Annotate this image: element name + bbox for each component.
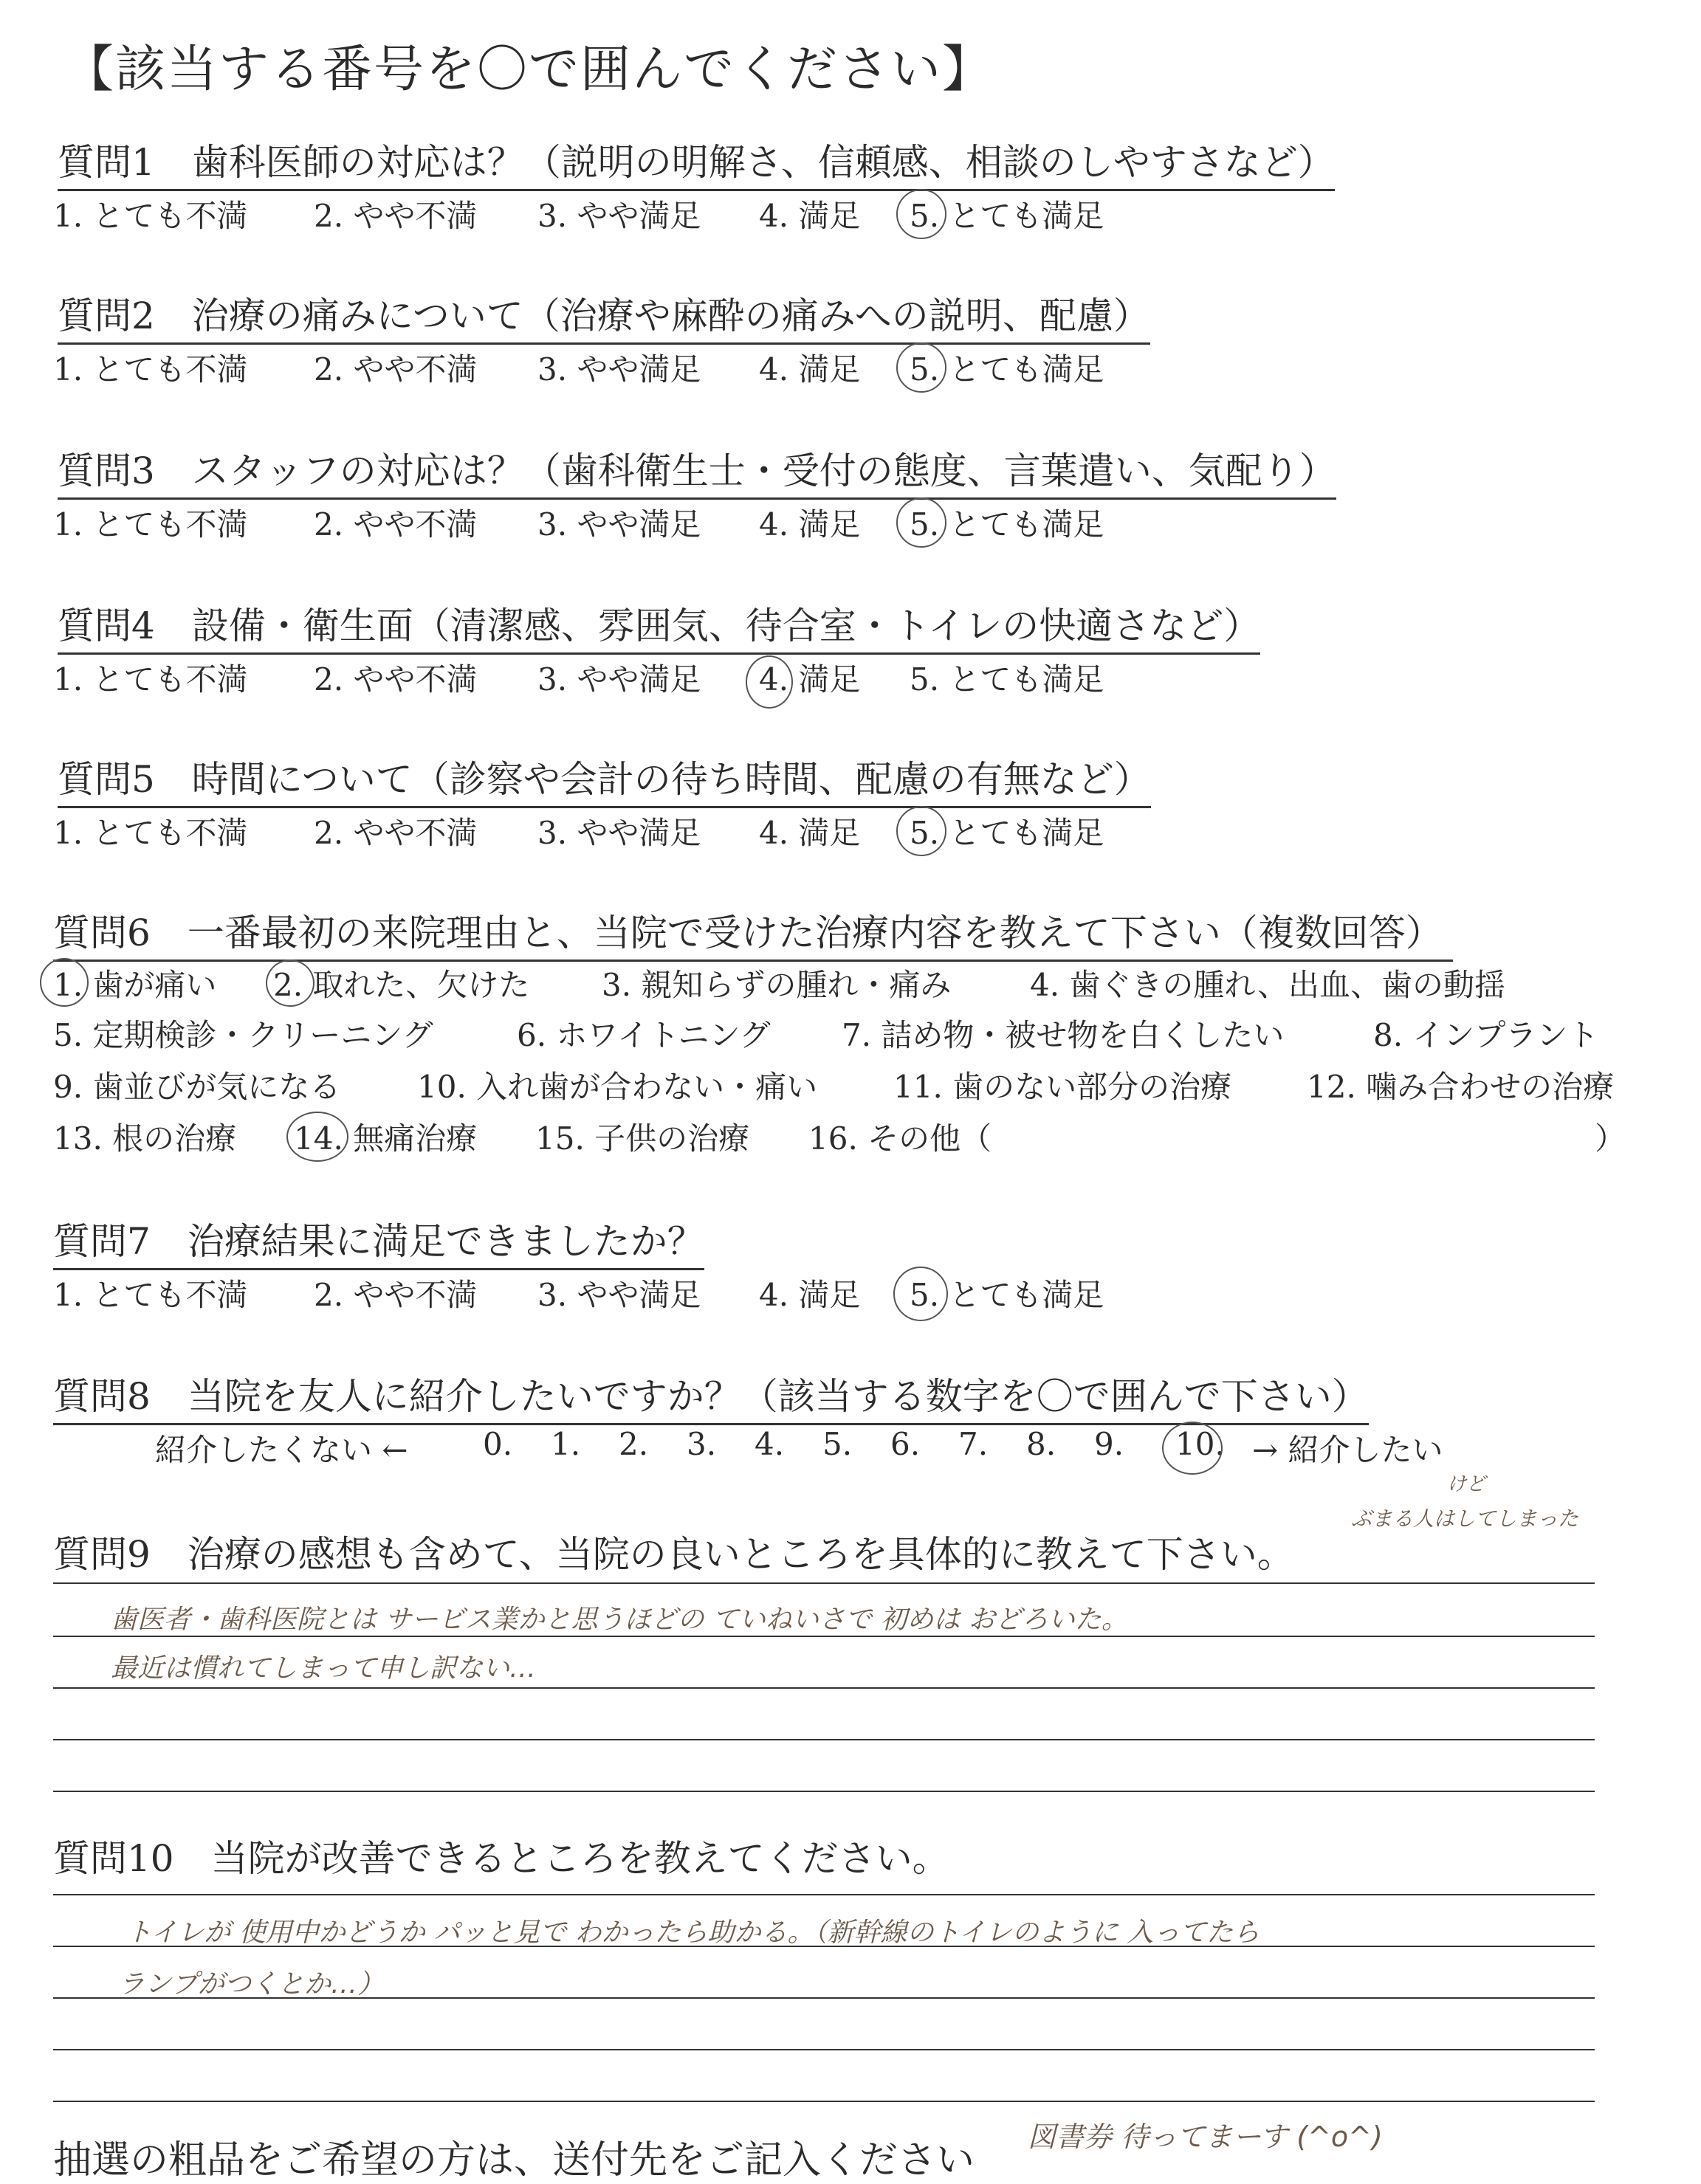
q4-option-3[interactable]: 3. やや満足 [537, 661, 701, 697]
q3-option-3[interactable]: 3. やや満足 [537, 506, 701, 542]
question-1-options [0, 192, 1701, 236]
question-5-options [0, 809, 1701, 853]
question-7-options [0, 1271, 1701, 1315]
q10-answer-text-1[interactable]: トイレが 使用中かどうか パッと見で わかったら助かる。（新幹線のトイレのように 入ってたら [126, 1918, 1260, 1948]
q6-option-12[interactable]: 12. 噛み合わせの治療 [1307, 1069, 1615, 1105]
footer-handwritten-note: 図書券 待ってまーす (^o^) [1028, 2121, 1383, 2153]
q8-left-label: 紹介したくない ← [155, 1432, 408, 1468]
footer-cutoff-text: 抽選の粗品をご希望の方は、送付先をご記入ください [53, 2138, 975, 2183]
q9-answer-line-4 [53, 1739, 1595, 1740]
q4-option-4[interactable]: 4. 満足 [759, 661, 861, 697]
q5-selection-circle [896, 806, 946, 856]
q7-option-3[interactable]: 3. やや満足 [537, 1277, 701, 1313]
q5-option-3[interactable]: 3. やや満足 [537, 815, 701, 851]
question-8-title: 質問8 当院を友人に紹介したいですか？（該当する数字を〇で囲んで下さい） [53, 1367, 1369, 1425]
q6-option-7[interactable]: 7. 詰め物・被せ物を白くしたい [842, 1017, 1285, 1053]
q5-option-1[interactable]: 1. とても不満 [53, 815, 248, 851]
q9-answer-text-1[interactable]: 歯医者・歯科医院とは サービス業かと思うほどの ていねいさで 初めは おどろいた。 [111, 1605, 1128, 1635]
q8-scale-4[interactable]: 4. [755, 1426, 785, 1462]
question-10-title: 質問10 当院が改善できるところを教えてください。 [53, 1837, 949, 1880]
q8-scale-9[interactable]: 9. [1094, 1426, 1124, 1462]
question-1-title: 質問1 歯科医師の対応は？（説明の明解さ、信頼感、相談のしやすさなど） [58, 133, 1335, 191]
q7-selection-circle [893, 1267, 948, 1321]
q6-option-6[interactable]: 6. ホワイトニング [517, 1017, 771, 1053]
q4-option-2[interactable]: 2. やや不満 [314, 661, 478, 697]
q2-option-1[interactable]: 1. とても不満 [53, 351, 248, 387]
q8-scale-5[interactable]: 5. [822, 1426, 853, 1462]
q6-option-10[interactable]: 10. 入れ歯が合わない・痛い [417, 1069, 818, 1105]
q6-other-close-paren: ） [1595, 1120, 1626, 1157]
question-2-options [0, 345, 1701, 390]
question-7-title: 質問7 治療結果に満足できましたか？ [53, 1212, 704, 1270]
q6-option-5[interactable]: 5. 定期検診・クリーニング [53, 1017, 433, 1053]
q5-option-2[interactable]: 2. やや不満 [314, 815, 478, 851]
question-3-title: 質問3 スタッフの対応は？（歯科衛生士・受付の態度、言葉遣い、気配り） [58, 441, 1336, 500]
q5-option-5[interactable]: 5. とても満足 [910, 815, 1104, 851]
question-4-title: 質問4 設備・衛生面（清潔感、雰囲気、待合室・トイレの快適さなど） [58, 596, 1260, 655]
q8-scale-6[interactable]: 6. [890, 1426, 921, 1462]
q9-answer-text-2[interactable]: 最近は慣れてしまって申し訳ない… [111, 1653, 537, 1684]
question-5-title: 質問5 時間について（診察や会計の待ち時間、配慮の有無など） [58, 750, 1151, 808]
q6-option-9[interactable]: 9. 歯並びが気になる [53, 1069, 341, 1105]
q6-option-8[interactable]: 8. インプラント [1373, 1017, 1599, 1053]
q8-scale-7[interactable]: 7. [958, 1426, 989, 1462]
question-9-title: 質問9 治療の感想も含めて、当院の良いところを具体的に教えて下さい。 [53, 1533, 1294, 1576]
q9-margin-note: ぶまる人はしてしまった [1351, 1506, 1579, 1531]
q1-option-1[interactable]: 1. とても不満 [53, 198, 248, 234]
q6-selection-circle-2 [266, 960, 315, 1007]
q4-selection-circle [746, 655, 793, 709]
q8-selection-circle [1162, 1422, 1223, 1475]
q6-option-4[interactable]: 4. 歯ぐきの腫れ、出血、歯の動揺 [1030, 967, 1505, 1003]
q6-selection-circle-14 [286, 1112, 348, 1162]
q5-option-4[interactable]: 4. 満足 [759, 815, 861, 851]
q3-option-1[interactable]: 1. とても不満 [53, 506, 248, 542]
q6-option-15[interactable]: 15. 子供の治療 [535, 1120, 750, 1157]
q8-right-label: → 紹介したい [1252, 1432, 1443, 1468]
question-2-title: 質問2 治療の痛みについて（治療や麻酔の痛みへの説明、配慮） [58, 286, 1150, 345]
q8-scale-1[interactable]: 1. [551, 1426, 581, 1462]
q1-option-4[interactable]: 4. 満足 [759, 198, 861, 234]
q10-answer-line-4 [53, 2049, 1595, 2050]
q7-option-4[interactable]: 4. 満足 [759, 1277, 861, 1313]
q7-option-5[interactable]: 5. とても満足 [910, 1277, 1104, 1313]
q4-option-1[interactable]: 1. とても不満 [53, 661, 248, 697]
q8-scale-8[interactable]: 8. [1026, 1426, 1056, 1462]
question-6-row-4 [0, 1115, 1701, 1159]
q3-option-4[interactable]: 4. 満足 [759, 506, 861, 542]
q7-option-1[interactable]: 1. とても不満 [53, 1277, 248, 1313]
q2-option-5[interactable]: 5. とても満足 [910, 351, 1104, 387]
q2-option-3[interactable]: 3. やや満足 [537, 351, 701, 387]
q3-option-5[interactable]: 5. とても満足 [910, 506, 1104, 542]
q8-scale-2[interactable]: 2. [619, 1426, 649, 1462]
q7-option-2[interactable]: 2. やや不満 [314, 1277, 478, 1313]
q6-option-1[interactable]: 1. 歯が痛い [53, 967, 217, 1003]
q4-option-5[interactable]: 5. とても満足 [910, 661, 1104, 697]
question-6-title: 質問6 一番最初の来院理由と、当院で受けた治療内容を教えて下さい（複数回答） [53, 903, 1453, 962]
q8-scale-0[interactable]: 0. [483, 1426, 513, 1462]
q6-option-3[interactable]: 3. 親知らずの腫れ・痛み [602, 967, 952, 1003]
q9-margin-note-top: けど [1447, 1473, 1486, 1495]
question-6-row-2 [0, 1011, 1701, 1055]
question-6-row-3 [0, 1063, 1701, 1107]
q9-answer-line-5 [53, 1791, 1595, 1792]
q2-option-2[interactable]: 2. やや不満 [314, 351, 478, 387]
q2-selection-circle [896, 342, 946, 393]
q2-option-4[interactable]: 4. 満足 [759, 351, 861, 387]
q10-answer-line-1 [53, 1894, 1595, 1895]
q6-option-2[interactable]: 2. 取れた、欠けた [273, 967, 530, 1003]
q6-option-16[interactable]: 16. その他（ [808, 1120, 992, 1157]
q6-option-14[interactable]: 14. 無痛治療 [294, 1120, 478, 1157]
q9-answer-line-1 [53, 1582, 1595, 1584]
q8-scale-10[interactable]: 10. [1175, 1426, 1225, 1462]
question-4-options [0, 655, 1701, 700]
page-header: 【該当する番号を〇で囲んでください】 [63, 41, 994, 99]
q1-option-3[interactable]: 3. やや満足 [537, 198, 701, 234]
q3-option-2[interactable]: 2. やや不満 [314, 506, 478, 542]
q6-selection-circle-1 [40, 958, 89, 1007]
q1-option-2[interactable]: 2. やや不満 [314, 198, 478, 234]
question-8-scale [0, 1426, 1701, 1470]
question-3-options [0, 500, 1701, 545]
q10-answer-text-2[interactable]: ランプがつくとか…） [118, 1969, 385, 1999]
question-6-row-1 [0, 961, 1701, 1005]
q1-option-5[interactable]: 5. とても満足 [910, 198, 1104, 234]
q9-answer-line-3 [53, 1687, 1595, 1689]
q8-scale-3[interactable]: 3. [687, 1426, 717, 1462]
q6-option-11[interactable]: 11. 歯のない部分の治療 [893, 1069, 1232, 1105]
q3-selection-circle [896, 497, 946, 548]
q10-answer-line-5 [53, 2101, 1595, 2102]
q6-option-13[interactable]: 13. 根の治療 [53, 1120, 237, 1157]
q1-selection-circle [896, 189, 946, 239]
